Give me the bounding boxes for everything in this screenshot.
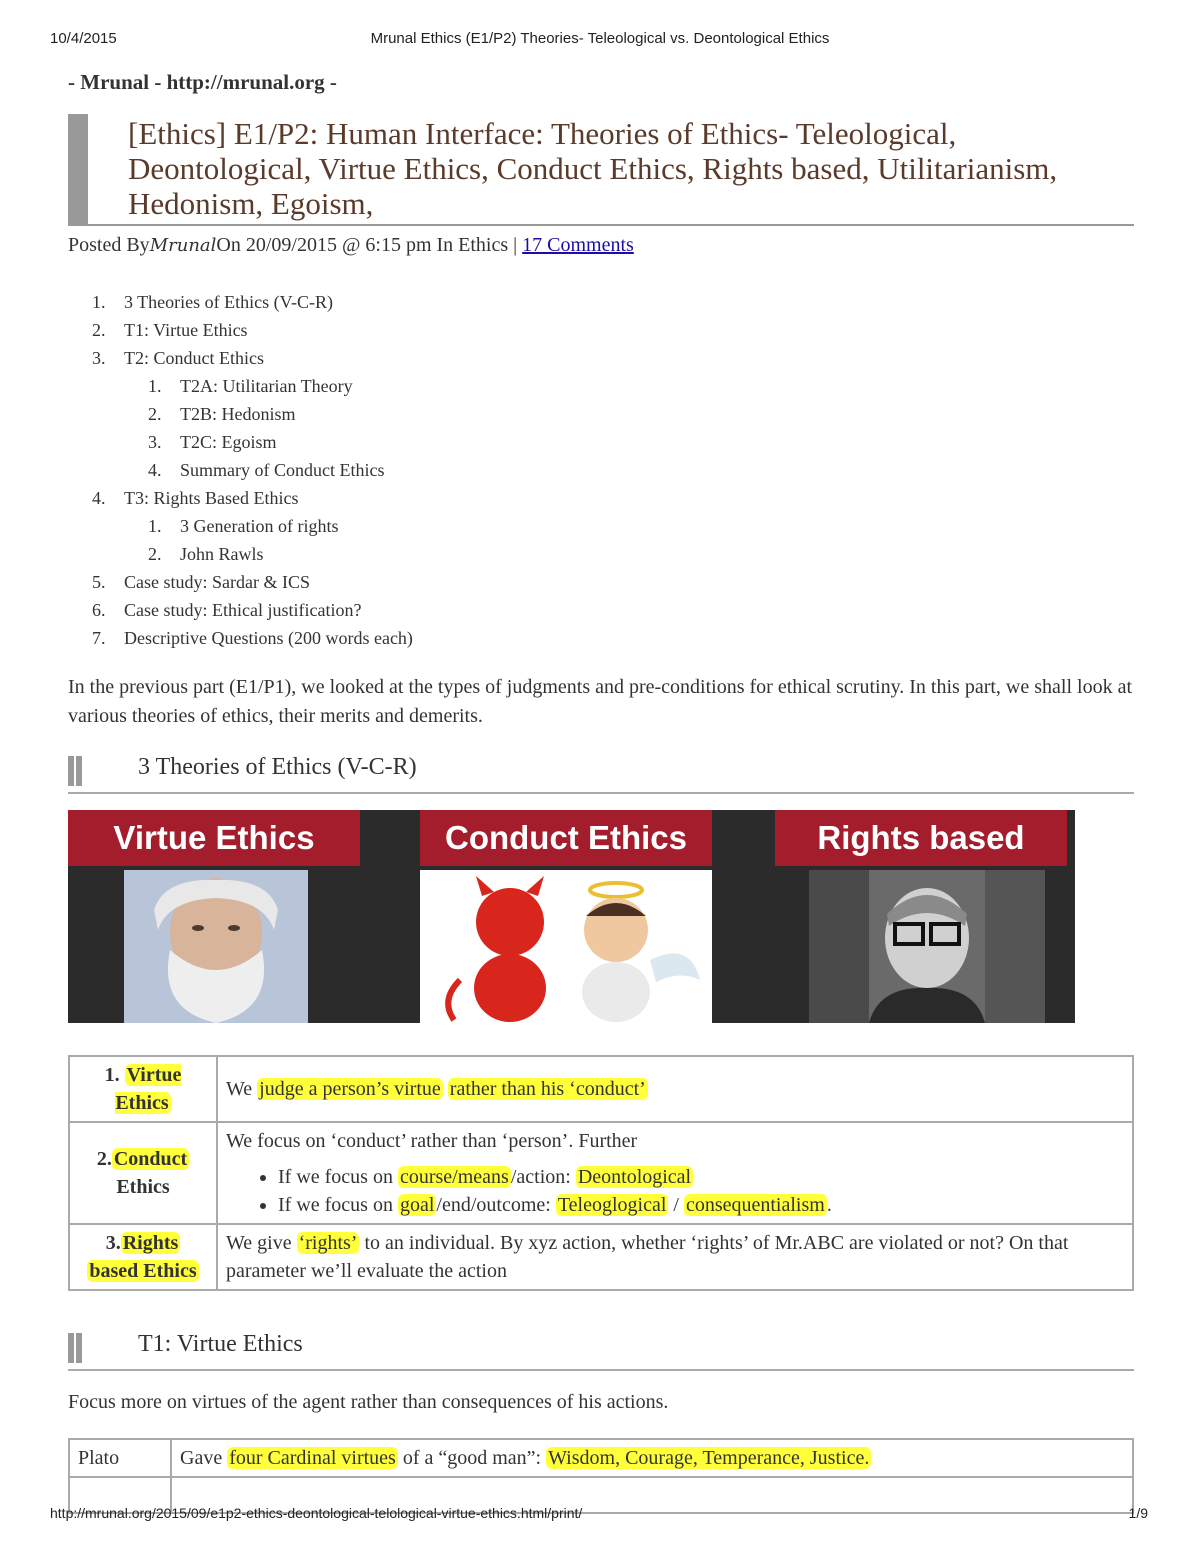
article-title-block: [68, 114, 1134, 226]
toc-item[interactable]: [92, 288, 413, 316]
print-url: http://mrunal.org/2015/09/e1p2-ethics-deontological-telological-virtue-ethics.html/print/: [50, 1505, 583, 1521]
toc-number: 2.: [148, 544, 162, 564]
page-count: 1/9: [1128, 1505, 1148, 1521]
highlighted-term: rather than his ‘conduct’: [449, 1078, 646, 1100]
toc-number: 1.: [148, 516, 162, 536]
table-row: [69, 1439, 1133, 1477]
comments-link[interactable]: 17 Comments: [522, 234, 634, 256]
intro-paragraph: In the previous part (E1/P1), we looked at the types of judgments and pre-conditions for ethical scrutiny. In this part, we shall look at various theories of ethics, their merits and demerits.: [68, 676, 1133, 727]
toc-item[interactable]: [92, 484, 413, 512]
toc-label: 3 Generation of rights: [180, 516, 339, 536]
banner-panel-rights: [775, 810, 1067, 1023]
row-label-conduct: [69, 1122, 217, 1224]
toc-number: 5.: [92, 572, 106, 592]
row-label-virtue: [69, 1056, 217, 1122]
section-title: 3 Theories of Ethics (V-C-R): [138, 754, 417, 780]
section-title: T1: Virtue Ethics: [138, 1331, 303, 1357]
toc-number: 2.: [92, 320, 106, 340]
thinker-portrait: [809, 870, 1045, 1023]
toc-label: T1: Virtue Ethics: [124, 320, 248, 340]
vcr-theories-table: [68, 1055, 1134, 1291]
site-line: - Mrunal - http://mrunal.org -: [68, 70, 337, 94]
row-number: 3.: [105, 1232, 121, 1254]
posted-by-label: Posted By: [68, 234, 150, 256]
section-heading-virtue: [68, 1333, 1134, 1371]
table-of-contents: [92, 288, 413, 652]
toc-label: T2B: Hedonism: [180, 404, 296, 424]
highlighted-term: based Ethics: [89, 1260, 197, 1282]
toc-item[interactable]: [92, 596, 413, 624]
toc-label: Summary of Conduct Ethics: [180, 460, 385, 480]
toc-number: 1.: [148, 376, 162, 396]
article-title: [Ethics] E1/P2: Human Interface: Theories of Ethics- Teleological, Deontological, Virtue Ethics, Conduct Ethics, Rights based, Utilitarianism, Hedonism, Egoism,: [128, 116, 1058, 221]
highlighted-term: Rights: [122, 1232, 179, 1254]
toc-number: 4.: [92, 488, 106, 508]
section-marker: [68, 756, 82, 786]
theories-banner-image: [68, 810, 1075, 1023]
author-name: Mrunal: [149, 235, 217, 256]
toc-number: 4.: [148, 460, 162, 480]
toc-label: T3: Rights Based Ethics: [124, 488, 299, 508]
row-label-rights: [69, 1224, 217, 1290]
thinker-description: Gave four Cardinal virtues of a “good man”: Wisdom, Courage, Temperance, Justice.: [171, 1439, 1133, 1477]
toc-item[interactable]: [92, 400, 413, 428]
list-item: • If we focus on goal /end/outcome: Teleoglogical / consequentialism .: [278, 1191, 1124, 1219]
toc-label: Case study: Sardar & ICS: [124, 572, 310, 592]
banner-panel-virtue: [68, 810, 360, 1023]
toc-label: Case study: Ethical justification?: [124, 600, 362, 620]
text-run: to an individual. By xyz action, whether ‘rights’ of Mr.ABC are violated or not? On that parameter we’ll evaluate the action: [226, 1232, 1069, 1282]
virtue-paragraph: Focus more on virtues of the agent rather than consequences of his actions.: [68, 1391, 669, 1413]
virtue-thinkers-table: [68, 1438, 1134, 1514]
highlighted-term: ‘rights’: [298, 1232, 358, 1254]
row-number: 1.: [104, 1064, 125, 1086]
toc-label: T2C: Egoism: [180, 432, 277, 452]
section-heading-theories: [68, 756, 1134, 794]
text-run: We give: [226, 1232, 297, 1254]
table-row: [69, 1122, 1133, 1224]
philosopher-portrait: [124, 870, 308, 1023]
post-meta: [68, 234, 634, 257]
text-run: Ethics: [116, 1176, 170, 1198]
toc-label: T2A: Utilitarian Theory: [180, 376, 353, 396]
print-date: 10/4/2015: [50, 30, 117, 47]
toc-number: 3.: [148, 432, 162, 452]
toc-item[interactable]: [92, 316, 413, 344]
toc-item[interactable]: [92, 428, 413, 456]
toc-number: 1.: [92, 292, 106, 312]
row-text-conduct: [217, 1122, 1133, 1224]
toc-number: 3.: [92, 348, 106, 368]
toc-number: 6.: [92, 600, 106, 620]
banner-label: Rights based: [775, 810, 1067, 866]
toc-item[interactable]: [92, 568, 413, 596]
toc-item[interactable]: [92, 372, 413, 400]
toc-item[interactable]: [92, 456, 413, 484]
list-item: • If we focus on course/means /action: Deontological: [278, 1163, 1124, 1191]
toc-label: John Rawls: [180, 544, 264, 564]
text-run: We: [226, 1078, 258, 1100]
section-marker: [68, 1333, 82, 1363]
toc-number: 7.: [92, 628, 106, 648]
devil-angel-illustration: [420, 870, 712, 1023]
thinker-name: Plato: [69, 1439, 171, 1477]
highlighted-term: Conduct: [113, 1148, 188, 1170]
highlighted-term: Virtue Ethics: [115, 1064, 182, 1114]
toc-item[interactable]: [92, 540, 413, 568]
banner-panel-conduct: [420, 810, 712, 1023]
highlighted-term: judge a person’s virtue: [259, 1078, 441, 1100]
title-accent-bar: [68, 114, 88, 224]
toc-label: T2: Conduct Ethics: [124, 348, 264, 368]
toc-item[interactable]: [92, 512, 413, 540]
banner-label: Conduct Ethics: [420, 810, 712, 866]
print-page-title: Mrunal Ethics (E1/P2) Theories- Teleological vs. Deontological Ethics: [370, 30, 830, 47]
toc-number: 2.: [148, 404, 162, 424]
toc-item[interactable]: [92, 624, 413, 652]
row-number: 2.: [96, 1148, 112, 1170]
row-text-rights: [217, 1224, 1133, 1290]
table-row: [69, 1224, 1133, 1290]
conduct-bullets: [226, 1163, 1124, 1219]
banner-label: Virtue Ethics: [68, 810, 360, 866]
toc-label: Descriptive Questions (200 words each): [124, 628, 413, 648]
table-row: [69, 1056, 1133, 1122]
toc-item[interactable]: [92, 344, 413, 372]
row-text-virtue: [217, 1056, 1133, 1122]
conduct-intro: We focus on ‘conduct’ rather than ‘person’. Further: [226, 1130, 638, 1152]
toc-label: 3 Theories of Ethics (V-C-R): [124, 292, 333, 312]
posted-on: On 20/09/2015 @ 6:15 pm In Ethics |: [216, 234, 523, 256]
